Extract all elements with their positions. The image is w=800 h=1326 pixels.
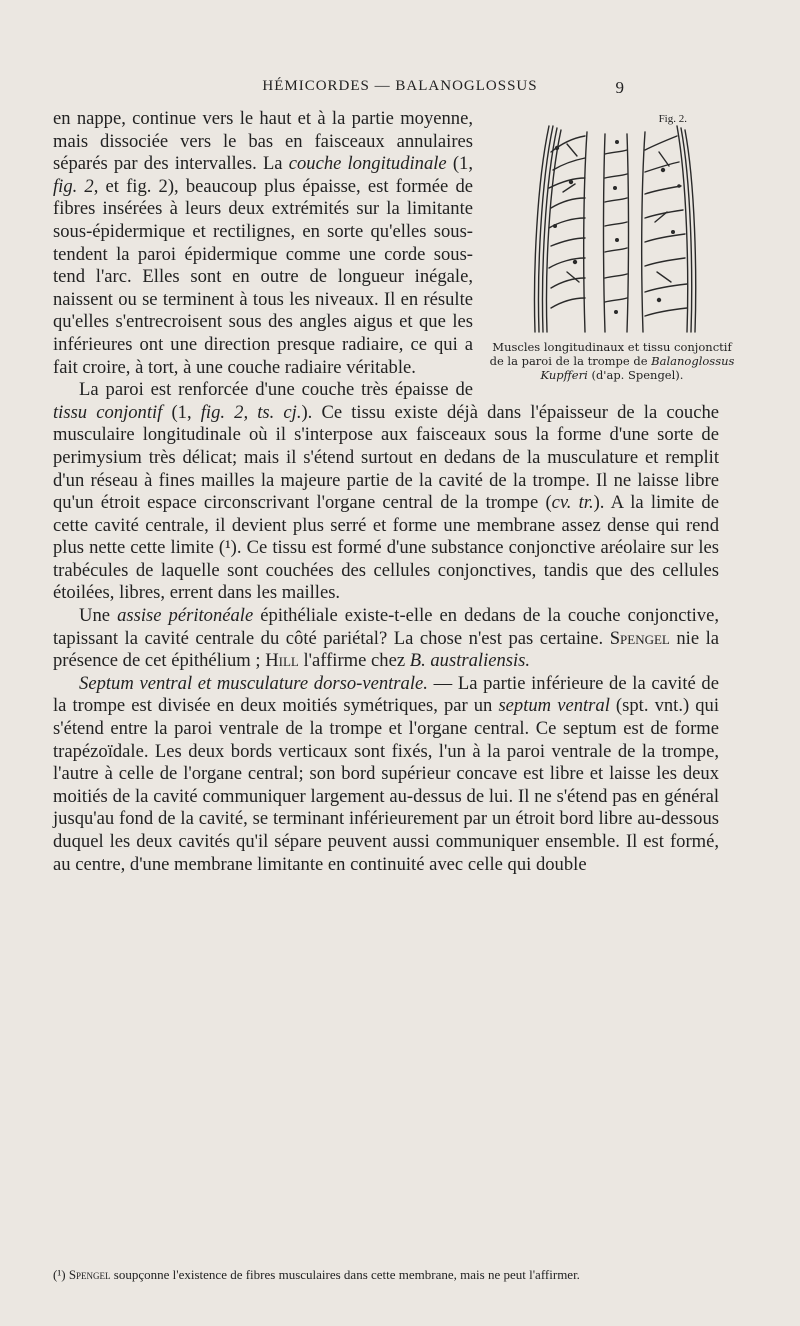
- running-title: HÉMICORDES — BALANOGLOSSUS: [262, 78, 538, 94]
- figure-illustration: [527, 122, 697, 340]
- figure-label: Fig. 2.: [658, 113, 687, 125]
- paragraph-4: Septum ventral et musculature dorso-ventrale. — La partie inférieure de la cavité de la trompe est divisée en deux moitiés symétriques, par un septum ventral (spt. vnt.) qui s'étend entre la paroi ventrale de la trompe et l'organe central. Ce septum est de forme trapézoïdale. Les deux bords verticaux sont fixés, l'un à la paroi ventrale de la trompe, l'autre à celle de l'organe central; son bord supérieur concave est libre et laisse les deux moitiés de la cavité communiquer largement au-dessus de lui. Il ne s'étend pas en général jusqu'au fond de la cavité, se terminant inférieurement par un étroit bord libre au-dessous duquel les deux cavités qu'il sépare peuvent aussi communiquer ensemble. Il est formé, au centre, d'une membrane limitante en continuité avec celle qui double: [53, 672, 720, 875]
- page-number: 9: [615, 78, 624, 97]
- figure-2: [485, 108, 739, 382]
- figure-caption: Muscles longitudinaux et tissu conjonctif de la paroi de la trompe de Balanoglossus Kupfferi (d'ap. Spengel).: [489, 340, 735, 382]
- section-heading: Septum ventral et musculature dorso-ventrale.: [79, 672, 428, 694]
- paragraph-1: en nappe, continue vers le haut et à la partie moyenne, mais dissociée vers le bas en faisceaux annulaires séparés par des intervalles. La couche longitudinale (1, fig. 2, et fig. 2), beaucoup plus épaisse, est formée de fibres insérées à leurs deux extrémités sur la limitante sous-épidermique et rectilignes, en sorte qu'elles sous-tendent la paroi épidermique comme une corde sous-tend l'arc. Elles sont en outre de longueur inégale, naissent ou se terminent à tous les niveaux. Il en résulte qu'elles s'entrecroisent sous des angles aigus et que les inférieures ont une direction presque radiaire, ce qui a fait croire, à tort, à une couche radiaire véritable.: [53, 108, 473, 378]
- paragraph-2: La paroi est renforcée d'une couche très épaisse de tissu conjontif (1, fig. 2, ts. cj.). Ce tissu existe déjà dans l'épaisseur de la couche musculaire longitudinale où il s'interpose aux faisceaux sous la forme d'une sorte de perimysium très délicat; mais il s'étend surtout en dedans de la musculature et remplit d'un réseau à fines mailles la majeure partie de la cavité de la trompe. Il ne laisse libre qu'un étroit espace circonscrivant l'organe central de la trompe (cv. tr.). A la limite de cette cavité centrale, il devient plus serré et forme une membrane assez dense qui rend plus nette cette limite (¹). Ce tissu est formé d'une substance conjonctive aréolaire sur les trabécules de laquelle sont couchées des cellules conjonctives, tandis que des cellules étoilées, libres, errent dans les mailles.: [53, 379, 719, 604]
- paragraph-3: Une assise péritonéale épithéliale existe-t-elle en dedans de la couche conjonctive, tapissant la cavité centrale du côté pariétal? La chose n'est pas certaine. Spengel nie la présence de cet épithélium ; Hill l'affirme chez B. australiensis.: [53, 605, 719, 672]
- running-header: [0, 78, 800, 102]
- footnote: (¹) Spengel soupçonne l'existence de fibres musculaires dans cette membrane, mais ne peut l'affirmer.: [53, 1267, 580, 1282]
- page-body: [53, 108, 735, 876]
